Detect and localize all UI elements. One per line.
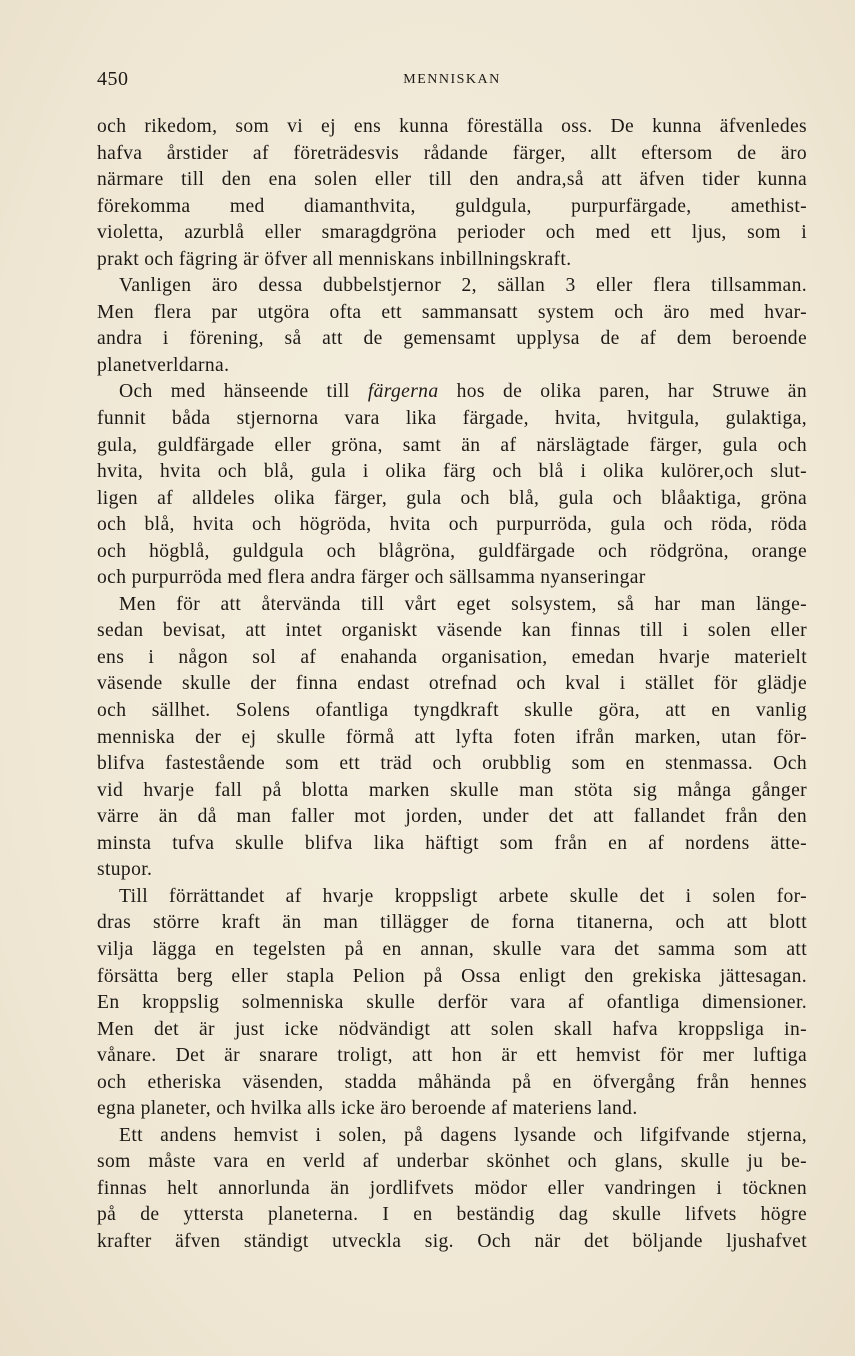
text-line: hafva årstider af företrädesvis rådande färger, allt eftersom de äro	[97, 142, 807, 164]
text-line: violetta, azurblå eller smaragdgröna perioder och med ett ljus, som i	[97, 222, 807, 244]
text-line: närmare till den ena solen eller till den andra,så att äfven tider kunna	[97, 169, 807, 191]
text-line: och purpurröda med flera andra färger och sällsamma nyanseringar	[97, 567, 646, 589]
text-line: finnas helt annorlunda än jordlifvets mödor eller vandringen i töcknen	[97, 1177, 807, 1199]
text-line: gula, guldfärgade eller gröna, samt än af närslägtade färger, gula och	[97, 434, 807, 456]
text-line: och rikedom, som vi ej ens kunna föreställa oss. De kunna äfvenledes	[97, 116, 807, 137]
text-line: Men det är just icke nödvändigt att solen skall hafva kroppsliga in-	[97, 1018, 807, 1040]
text-line: andra i förening, så att de gemensamt upplysa de af dem beroende	[97, 328, 807, 350]
text-segment: Och med hänseende till	[119, 381, 368, 403]
text-line: En kroppslig solmenniska skulle derför vara af ofantliga dimensioner.	[97, 992, 807, 1014]
text-line: egna planeter, och hvilka alls icke äro beroende af materiens land.	[97, 1098, 638, 1120]
text-line: dras större kraft än man tillägger de forna titanerna, och att blott	[97, 912, 807, 934]
text-line: förekomma med diamanthvita, guldgula, purpurfärgade, amethist-	[97, 195, 807, 217]
text-line: vilja lägga en tegelsten på en annan, skulle vara det samma som att	[97, 938, 807, 960]
text-line: krafter äfven ständigt utveckla sig. Och när det böljande ljushafvet	[97, 1230, 807, 1252]
text-segment: hos de olika paren, har Struwe än	[438, 381, 807, 403]
text-line: Men för att återvända till vårt eget solsystem, så har man länge-	[119, 593, 807, 615]
text-line: värre än då man faller mot jorden, under det att fallandet från den	[97, 806, 807, 828]
page-header	[97, 68, 807, 94]
text-line: Men flera par utgöra ofta ett sammansatt system och äro med hvar-	[97, 301, 807, 323]
page-number: 450	[97, 68, 129, 90]
text-line: ligen af alldeles olika färger, gula och blå, gula och blåaktiga, gröna	[97, 487, 807, 509]
text-line: och blå, hvita och högröda, hvita och purpurröda, gula och röda, röda	[97, 514, 807, 536]
text-line: väsende skulle der finna endast otrefnad och kval i stället för glädje	[97, 673, 807, 695]
text-line: Ett andens hemvist i solen, på dagens lysande och lifgifvande stjerna,	[119, 1124, 807, 1146]
text-line: prakt och fägring är öfver all menniskans inbillningskraft.	[97, 248, 572, 270]
italic-word: färgerna	[367, 381, 439, 403]
text-line: Vanligen äro dessa dubbelstjernor 2, sällan 3 eller flera tillsamman.	[119, 275, 807, 297]
text-line: som måste vara en verld af underbar skönhet och glans, skulle ju be-	[97, 1151, 807, 1173]
text-line: Till förrättandet af hvarje kroppsligt arbete skulle det i solen for-	[119, 885, 807, 907]
text-line: blifva fastestående som ett träd och orubblig som en stenmassa. Och	[97, 753, 807, 775]
text-line: och sällhet. Solens ofantliga tyngdkraft skulle göra, att en vanlig	[97, 700, 807, 722]
text-line: menniska der ej skulle förmå att lyfta foten ifrån marken, utan för-	[97, 726, 807, 748]
text-line: ens i någon sol af enahanda organisation, emedan hvarje materielt	[97, 646, 807, 668]
body-text	[97, 114, 807, 1256]
text-line: och högblå, guldgula och blågröna, guldfärgade och rödgröna, orange	[97, 540, 807, 562]
text-line: funnit båda stjernorna vara lika färgade, hvita, hvitgula, gulaktiga,	[97, 408, 807, 430]
text-line: stupor.	[97, 859, 153, 881]
text-line: vånare. Det är snarare troligt, att hon är ett hemvist för mer luftiga	[97, 1045, 807, 1067]
text-line	[97, 379, 807, 406]
text-line: hvita, hvita och blå, gula i olika färg och blå i olika kulörer,och slut-	[97, 461, 807, 483]
text-line: och etheriska väsenden, stadda måhända på en öfvergång från hennes	[97, 1071, 807, 1093]
text-line: planetverldarna.	[97, 354, 230, 376]
text-line: sedan bevisat, att intet organiskt väsende kan finnas till i solen eller	[97, 620, 807, 642]
running-head: MENNISKAN	[403, 72, 501, 87]
text-line: på de yttersta planeterna. I en beständig dag skulle lifvets högre	[97, 1204, 807, 1226]
text-line: försätta berg eller stapla Pelion på Ossa enligt den grekiska jättesagan.	[97, 965, 807, 987]
text-line: vid hvarje fall på blotta marken skulle man stöta sig många gånger	[97, 779, 807, 801]
text-line: minsta tufva skulle blifva lika häftigt som från en af nordens ätte-	[97, 832, 807, 854]
